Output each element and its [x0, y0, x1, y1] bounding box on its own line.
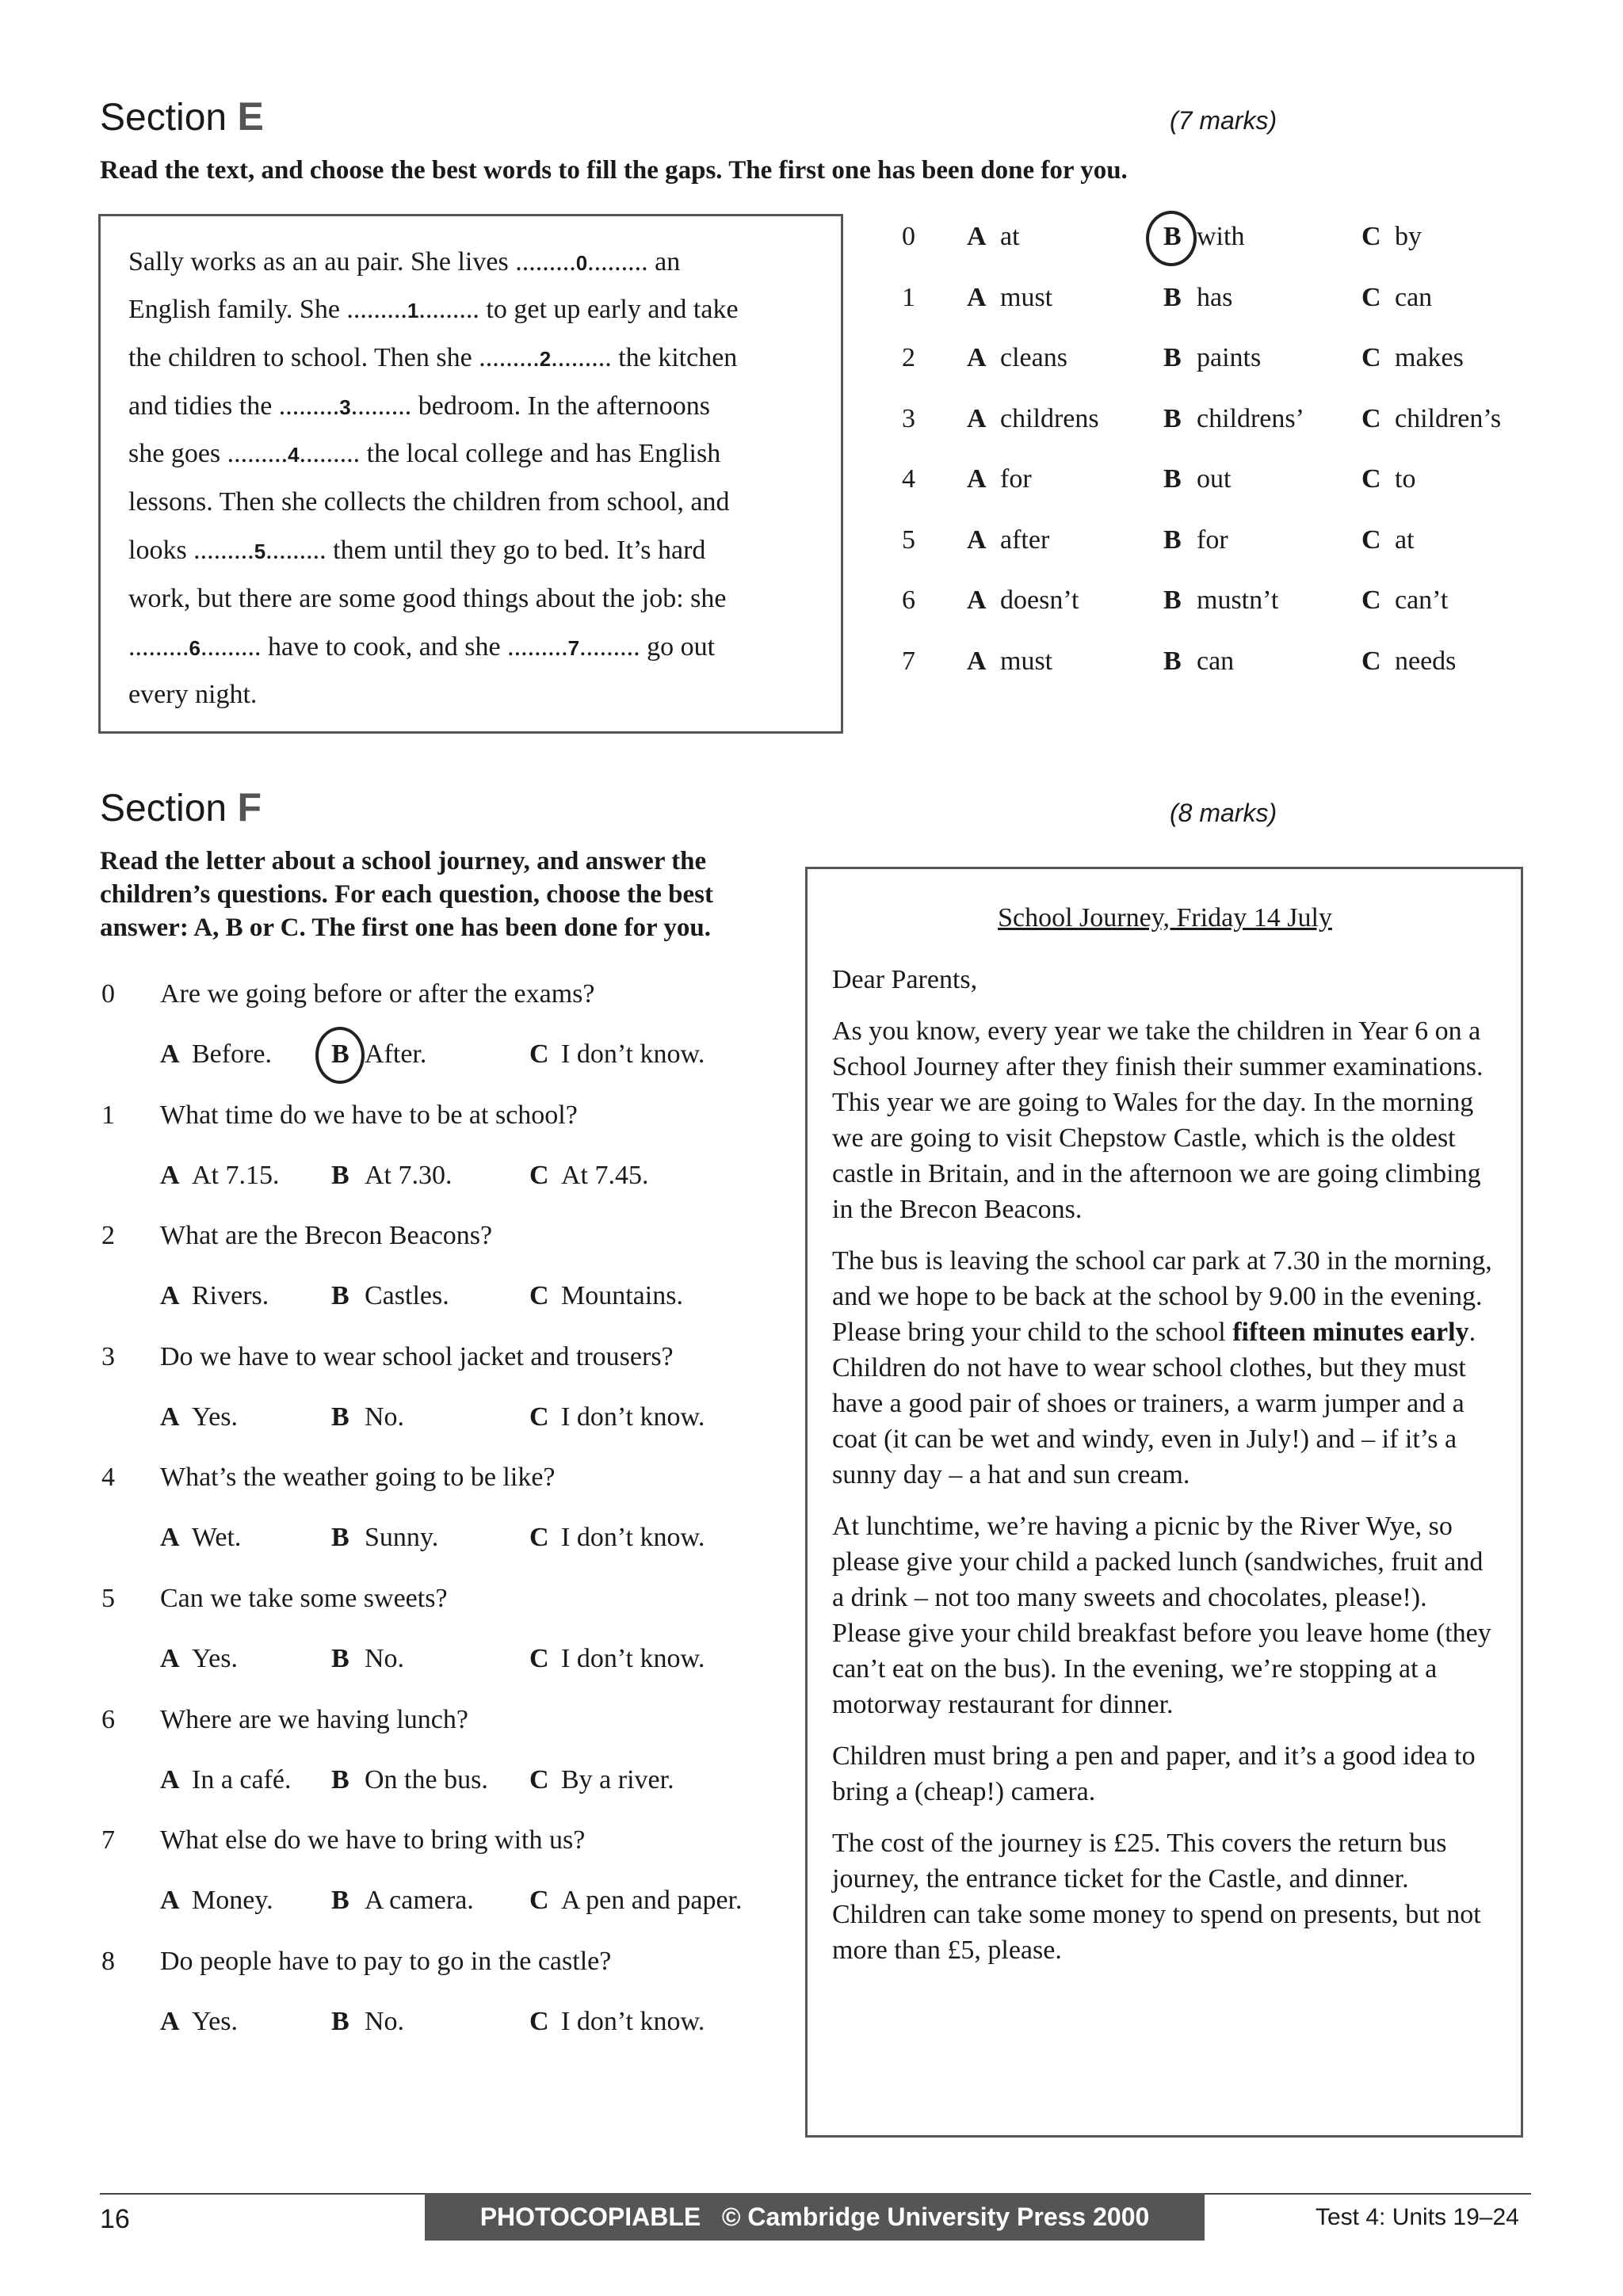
- option-b: with: [1197, 222, 1245, 251]
- answer-a: Before.: [192, 1039, 273, 1069]
- option-a-letter: A: [967, 646, 987, 676]
- option-a: must: [1000, 282, 1053, 312]
- answer-a-letter: A: [160, 1039, 180, 1069]
- gap-number: 6: [189, 636, 200, 660]
- question-text: Do we have to wear school jacket and trousers?: [160, 1341, 674, 1371]
- section-e-instruction: Read the text, and choose the best words to fill the gaps. The first one has been done for you.: [100, 156, 1128, 185]
- option-row-number: 3: [902, 403, 915, 433]
- option-a-letter: A: [967, 585, 987, 615]
- answer-c-letter: C: [529, 1039, 549, 1069]
- answer-b: No.: [365, 2006, 405, 2036]
- section-e-word: Section: [100, 97, 227, 139]
- gap-number: 7: [567, 636, 580, 660]
- gap-number: 0: [575, 251, 588, 275]
- option-b: can: [1197, 646, 1235, 676]
- option-b-letter: B: [1163, 222, 1182, 251]
- option-a: doesn’t: [1000, 585, 1079, 615]
- option-b: for: [1197, 524, 1228, 555]
- passage-text: and tidies the .........: [128, 391, 340, 421]
- section-e-marks: (7 marks): [1170, 106, 1277, 135]
- option-b-letter: B: [1163, 585, 1182, 615]
- passage-line: [128, 343, 737, 373]
- answer-a-letter: A: [160, 2006, 180, 2036]
- option-row-number: 5: [902, 524, 915, 555]
- letter-paragraph-1: As you know, every year we take the children in Year 6 on a School Journey after they finish their summer examinations. This year we are going to Wales for the day. In the morning we are going to visit Chepstow Castle, which is the oldest castle in Britain, and in the afternoon we are going climbing in the Brecon Beacons.: [832, 1016, 1484, 1224]
- answer-a: Wet.: [192, 1523, 242, 1553]
- passage-line: [128, 680, 257, 710]
- letter-paragraph-5: The cost of the journey is £25. This covers the return bus journey, the entrance ticket for the Castle, and dinner. Children can take some money to spend on presents, but not more than £5, please.: [832, 1829, 1481, 1965]
- answer-c-letter: C: [529, 2006, 549, 2036]
- answer-circle-icon: [315, 1027, 365, 1084]
- option-b-letter: B: [1163, 403, 1182, 433]
- passage-line: [128, 584, 726, 614]
- question-text: What are the Brecon Beacons?: [160, 1221, 493, 1251]
- answer-c-letter: C: [529, 1281, 549, 1311]
- option-a-letter: A: [967, 464, 987, 494]
- option-b-letter: B: [1163, 343, 1182, 372]
- option-c: can’t: [1395, 585, 1449, 615]
- section-f-marks: (8 marks): [1170, 799, 1277, 827]
- answer-a-letter: A: [160, 1402, 180, 1432]
- answer-b: At 7.30.: [365, 1160, 453, 1190]
- section-e-letter: E: [237, 94, 264, 139]
- passage-line: [128, 632, 715, 662]
- passage-line: [128, 391, 710, 421]
- passage-text: she goes .........: [128, 439, 288, 468]
- answer-c-letter: C: [529, 1644, 549, 1673]
- letter-title: School Journey, Friday 14 July: [998, 903, 1332, 933]
- answer-c: I don’t know.: [561, 2006, 705, 2036]
- letter-p2-emphasis: fifteen minutes early: [1232, 1318, 1469, 1347]
- answer-a-letter: A: [160, 1886, 180, 1916]
- option-c-letter: C: [1361, 343, 1381, 372]
- passage-text: English family. She .........: [128, 295, 407, 324]
- answer-b: On the bus.: [365, 1764, 488, 1794]
- passage-text: .........: [128, 632, 189, 662]
- answer-c: Mountains.: [561, 1281, 683, 1311]
- letter-greeting: Dear Parents,: [832, 965, 978, 994]
- passage-text: ......... them until they go to bed. It’s hard: [265, 536, 706, 565]
- answer-c: By a river.: [561, 1764, 674, 1794]
- passage-text: work, but there are some good things about the job: she: [128, 584, 727, 613]
- letter-paragraph-3: At lunchtime, we’re having a picnic by the River Wye, so please give your child a packed lunch (sandwiches, fruit and a drink – not too many sweets and chocolates, please!). Please give your child breakfast before you leave home (they can’t eat on the bus). In the evening, we’re stopping at a motorway restaurant for dinner.: [832, 1512, 1491, 1719]
- question-text: Are we going before or after the exams?: [160, 979, 595, 1009]
- gap-number: 3: [339, 395, 351, 419]
- answer-c: I don’t know.: [561, 1644, 705, 1673]
- answer-c: A pen and paper.: [561, 1886, 743, 1916]
- letter-p2-start: The bus is leaving the school car park at 7.30 in the morning, and we hope to be back at the school by 9.00 in the evening. Please bring your child to the school: [832, 1246, 1492, 1347]
- passage-text: the children to school. Then she .........: [128, 343, 540, 372]
- answer-c-letter: C: [529, 1160, 549, 1190]
- answer-c-letter: C: [529, 1764, 549, 1794]
- passage-text: Sally works as an au pair. She lives .........: [128, 247, 576, 277]
- option-a-letter: A: [967, 524, 987, 555]
- option-b-letter: B: [1163, 646, 1182, 676]
- option-b-letter: B: [1163, 282, 1182, 312]
- option-row-number: 2: [902, 343, 915, 372]
- option-c-letter: C: [1361, 282, 1381, 312]
- answer-b: Sunny.: [365, 1523, 439, 1553]
- option-row-number: 0: [902, 222, 915, 251]
- question-text: Where are we having lunch?: [160, 1704, 468, 1734]
- question-number: 4: [101, 1463, 115, 1493]
- answer-c: At 7.45.: [561, 1160, 649, 1190]
- option-a: for: [1000, 464, 1032, 494]
- option-row-number: 7: [902, 646, 915, 676]
- answer-a: Yes.: [192, 2006, 238, 2036]
- option-c-letter: C: [1361, 524, 1381, 555]
- option-b: mustn’t: [1197, 585, 1279, 615]
- answer-a: Yes.: [192, 1402, 238, 1432]
- answer-c-letter: C: [529, 1886, 549, 1916]
- option-a: at: [1000, 222, 1020, 251]
- option-row-number: 4: [902, 464, 915, 494]
- answer-b-letter: B: [331, 1644, 349, 1673]
- question-text: What else do we have to bring with us?: [160, 1825, 586, 1855]
- section-f-letter: F: [237, 785, 262, 830]
- option-a: after: [1000, 524, 1050, 555]
- passage-text: ......... to get up early and take: [418, 295, 739, 324]
- letter-paragraph-4: Children must bring a pen and paper, and it’s a good idea to bring a (cheap!) camera.: [832, 1741, 1476, 1806]
- option-c: to: [1395, 464, 1416, 494]
- section-e-title: [100, 93, 264, 139]
- question-text: Do people have to pay to go in the castle?: [160, 1946, 612, 1976]
- passage-text: ......... have to cook, and she .........: [200, 632, 568, 662]
- option-c-letter: C: [1361, 585, 1381, 615]
- letter-paragraph-2: [832, 1243, 1498, 1493]
- option-c-letter: C: [1361, 222, 1381, 251]
- option-c: children’s: [1395, 403, 1502, 433]
- passage-text: every night.: [128, 680, 258, 709]
- question-number: 2: [101, 1221, 115, 1251]
- gap-number: 1: [407, 299, 419, 322]
- letter-p2-end: . Children do not have to wear school clothes, but they must have a good pair of shoes or trainers, a warm jumper and a coat (it can be wet and windy, even in July!) and – if it’s a sunny day – a hat and sun cream.: [832, 1318, 1476, 1489]
- passage-text: ......... an: [587, 247, 681, 277]
- option-c: needs: [1395, 646, 1457, 676]
- passage-text: lessons. Then she collects the children from school, and: [128, 487, 730, 517]
- passage-line: [128, 439, 720, 469]
- option-c: at: [1395, 524, 1415, 555]
- passage-text: ......... go out: [579, 632, 716, 662]
- answer-a: Rivers.: [192, 1281, 269, 1311]
- answer-a: In a café.: [192, 1764, 292, 1794]
- answer-b: No.: [365, 1402, 405, 1432]
- passage-text: ......... bedroom. In the afternoons: [350, 391, 710, 421]
- option-c: can: [1395, 282, 1433, 312]
- question-number: 6: [101, 1704, 115, 1734]
- option-a-letter: A: [967, 343, 987, 372]
- passage-line: [128, 247, 680, 277]
- passage-line: [128, 295, 739, 325]
- answer-b-letter: B: [331, 1523, 349, 1553]
- option-a-letter: A: [967, 403, 987, 433]
- question-text: What’s the weather going to be like?: [160, 1463, 556, 1493]
- section-f-instruction-line: answer: A, B or C. The first one has been done for you.: [100, 913, 711, 942]
- gap-number: 2: [539, 347, 552, 371]
- answer-a-letter: A: [160, 1281, 180, 1311]
- option-c: makes: [1395, 343, 1464, 372]
- option-a: cleans: [1000, 343, 1067, 372]
- option-c-letter: C: [1361, 403, 1381, 433]
- option-a: must: [1000, 646, 1053, 676]
- question-number: 5: [101, 1584, 115, 1613]
- option-a-letter: A: [967, 222, 987, 251]
- passage-text: ......... the kitchen: [551, 343, 738, 372]
- section-f-word: Section: [100, 788, 227, 830]
- answer-a: Yes.: [192, 1644, 238, 1673]
- letter-content: [832, 903, 1498, 1984]
- question-text: What time do we have to be at school?: [160, 1100, 578, 1130]
- answer-a-letter: A: [160, 1523, 180, 1553]
- question-number: 0: [101, 979, 115, 1009]
- option-b-letter: B: [1163, 464, 1182, 494]
- answer-b: After.: [365, 1039, 427, 1069]
- answer-b-letter: B: [331, 1160, 349, 1190]
- answer-b: No.: [365, 1644, 405, 1673]
- test-label: Test 4: Units 19–24: [1316, 2204, 1519, 2230]
- option-b: paints: [1197, 343, 1262, 372]
- option-c-letter: C: [1361, 646, 1381, 676]
- passage-text: looks .........: [128, 536, 254, 565]
- answer-c-letter: C: [529, 1523, 549, 1553]
- option-b: out: [1197, 464, 1232, 494]
- question-number: 8: [101, 1946, 115, 1976]
- option-b-letter: B: [1163, 524, 1182, 555]
- answer-c: I don’t know.: [561, 1523, 705, 1553]
- passage-text: ......... the local college and has English: [299, 439, 721, 468]
- option-c-letter: C: [1361, 464, 1381, 494]
- section-f-instruction-line: children’s questions. For each question, choose the best: [100, 880, 714, 909]
- question-text: Can we take some sweets?: [160, 1584, 448, 1613]
- copyright-text: PHOTOCOPIABLE © Cambridge University Press 2000: [479, 2202, 1150, 2231]
- answer-a-letter: A: [160, 1644, 180, 1673]
- question-number: 3: [101, 1341, 115, 1371]
- answer-c: I don’t know.: [561, 1039, 705, 1069]
- answer-b: Castles.: [365, 1281, 449, 1311]
- gap-number: 5: [254, 540, 266, 563]
- option-row-number: 6: [902, 585, 915, 615]
- copyright-band: [425, 2193, 1205, 2241]
- answer-a: Money.: [192, 1886, 273, 1916]
- answer-b-letter: B: [331, 2006, 349, 2036]
- answer-c: I don’t know.: [561, 1402, 705, 1432]
- answer-b-letter: B: [331, 1039, 349, 1069]
- answer-b-letter: B: [331, 1764, 349, 1794]
- answer-circle-icon: [1146, 211, 1197, 266]
- answer-a: At 7.15.: [192, 1160, 280, 1190]
- option-c: by: [1395, 222, 1422, 251]
- option-a: childrens: [1000, 403, 1099, 433]
- gap-number: 4: [288, 443, 300, 467]
- section-f-instruction-line: Read the letter about a school journey, and answer the: [100, 847, 707, 875]
- option-b: childrens’: [1197, 403, 1304, 433]
- passage-line: [128, 487, 730, 517]
- answer-c-letter: C: [529, 1402, 549, 1432]
- answer-b: A camera.: [365, 1886, 474, 1916]
- question-number: 1: [101, 1100, 115, 1130]
- section-f-instruction: [100, 845, 713, 944]
- section-f-title: [100, 784, 262, 830]
- answer-a-letter: A: [160, 1764, 180, 1794]
- option-a-letter: A: [967, 282, 987, 312]
- page-number: 16: [100, 2204, 130, 2234]
- answer-b-letter: B: [331, 1281, 349, 1311]
- question-number: 7: [101, 1825, 115, 1855]
- answer-a-letter: A: [160, 1160, 180, 1190]
- passage-line: [128, 536, 705, 566]
- answer-b-letter: B: [331, 1402, 349, 1432]
- answer-b-letter: B: [331, 1886, 349, 1916]
- option-row-number: 1: [902, 282, 915, 312]
- option-b: has: [1197, 282, 1233, 312]
